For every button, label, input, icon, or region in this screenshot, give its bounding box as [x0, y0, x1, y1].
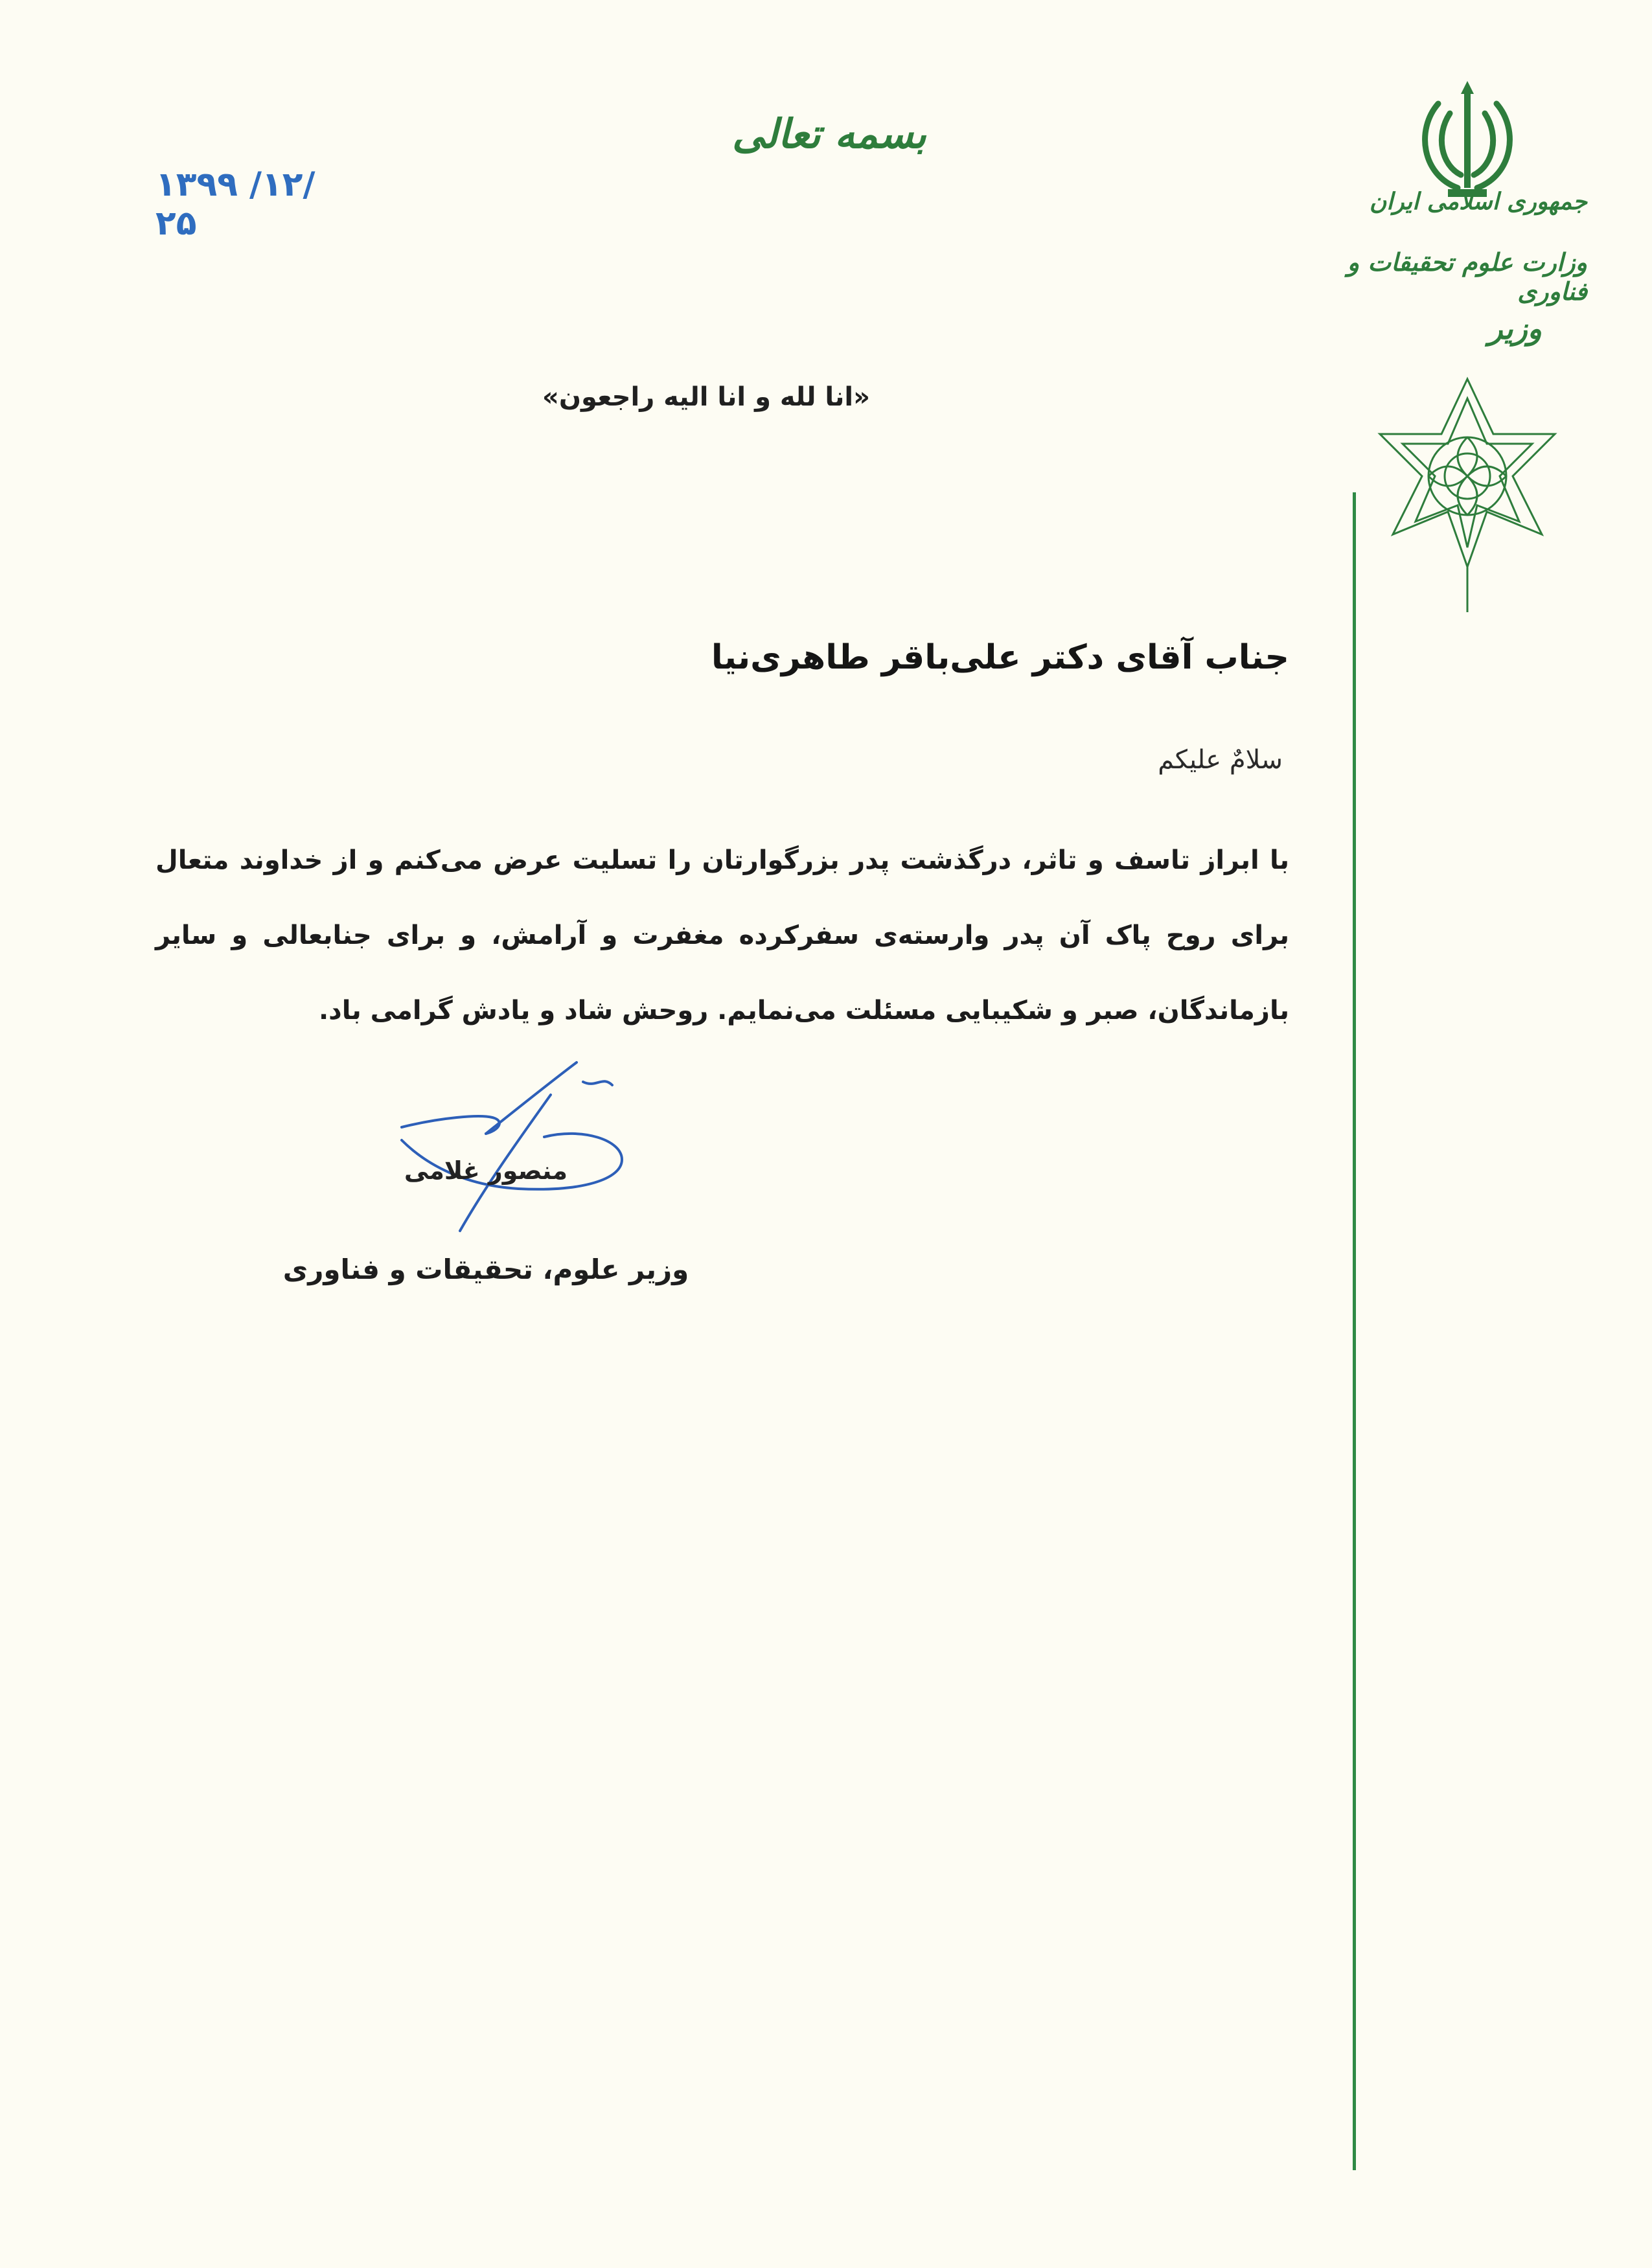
ministry-country: جمهوری اسلامی ایران	[1369, 188, 1587, 215]
margin-line	[1353, 492, 1356, 2170]
handwritten-signature-icon	[389, 1056, 661, 1250]
bismillah-heading: بسمه تعالی	[732, 110, 926, 157]
ministry-office: وزیر	[1488, 311, 1542, 346]
ministry-name: وزارت علوم تحقیقات و فناوری	[1347, 247, 1587, 306]
signer-name: منصور غلامی	[404, 1156, 568, 1185]
iran-emblem-icon	[1412, 78, 1522, 201]
letter-date: ۱۳۹۹ /۱۲/ ۲۵	[155, 165, 315, 243]
islamic-star-ornament-icon	[1348, 372, 1587, 619]
recipient-line: جناب آقای دکتر علی‌باقر طاهری‌نیا	[711, 638, 1289, 677]
greeting-line: سلامٌ علیکم	[1158, 745, 1283, 775]
quran-verse: «انا لله و انا الیه راجعون»	[542, 382, 870, 412]
signer-title: وزیر علوم، تحقیقات و فناوری	[282, 1254, 689, 1285]
letter-body: با ابراز تاسف و تاثر، درگذشت پدر بزرگوارتان را تسلیت عرض می‌کنم و از خداوند متعال برای روح پاک آن پدر وارسته‌ی سفرکرده مغفرت و آرامش، و برای جنابعالی و سایر بازماندگان، صبر و شکیبایی مسئلت می‌نمایم. روحش شاد و یادش گرامی باد.	[155, 845, 1289, 1025]
